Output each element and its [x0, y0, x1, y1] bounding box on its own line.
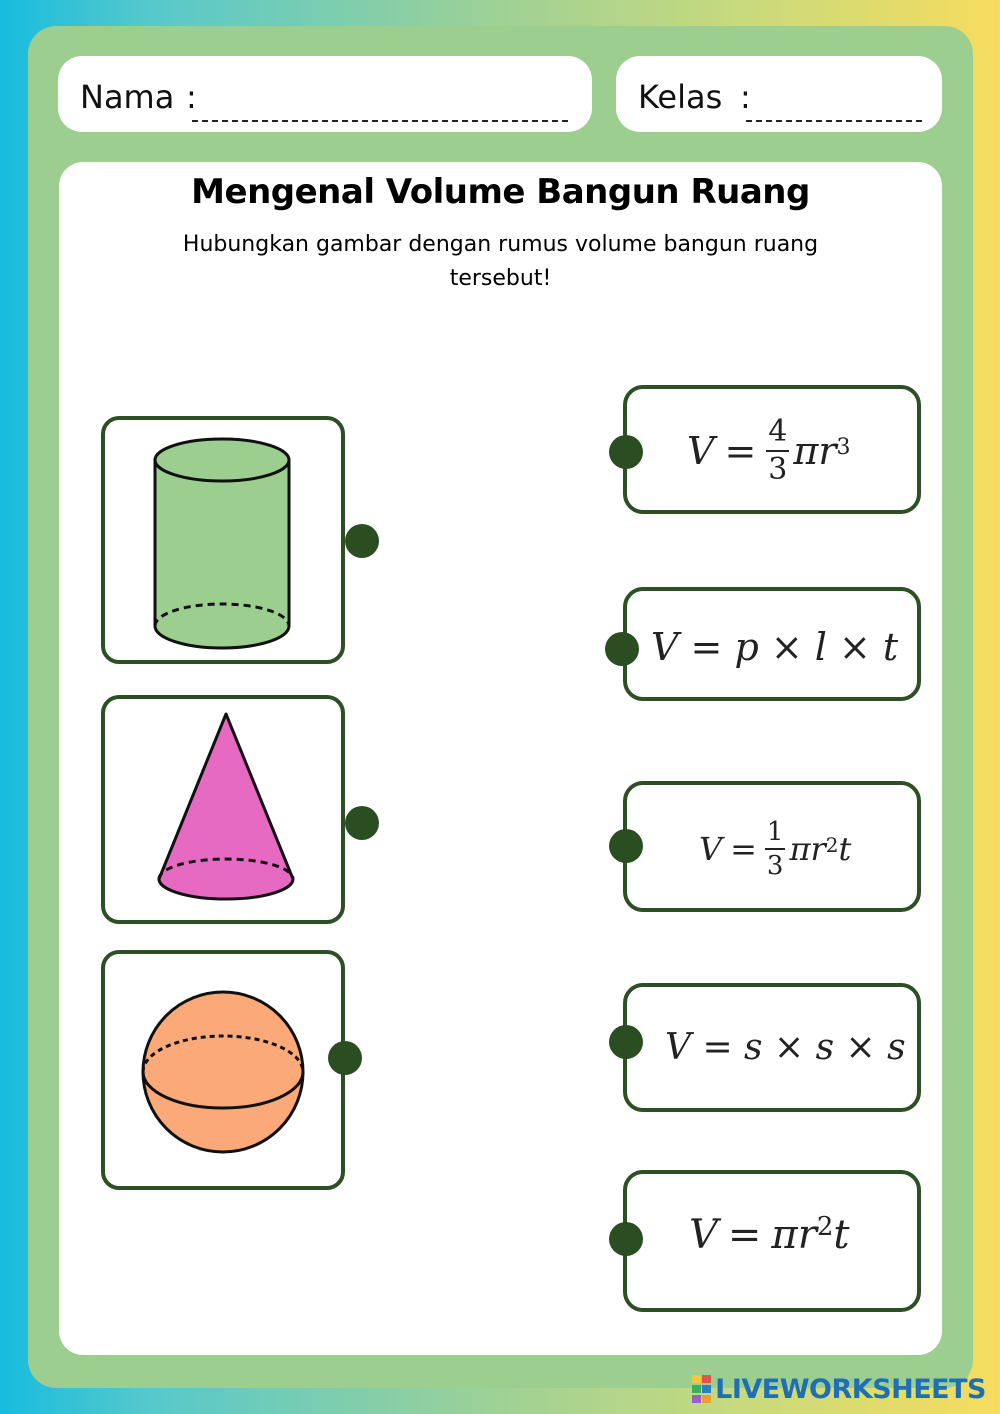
formula-card-cube-volume: [623, 983, 921, 1112]
fraction-numerator: 4: [766, 414, 789, 452]
formula-term: πr: [793, 429, 837, 473]
worksheet-instruction: Hubungkan gambar dengan rumus volume bangun ruang tersebut!: [182, 232, 819, 291]
formula-equals: =: [724, 429, 757, 473]
formula-card-cuboid-volume: [623, 587, 921, 701]
formula-card-cylinder-volume: [623, 1170, 921, 1312]
name-colon: :: [186, 78, 197, 116]
formula-term: πr: [771, 1212, 817, 1258]
formula-cone-volume: [699, 805, 851, 893]
formula-lhs: V: [699, 830, 723, 868]
formula-equals: =: [730, 830, 757, 868]
connector-dot-formula-5[interactable]: [609, 1222, 643, 1256]
formula-term: πr: [789, 830, 826, 868]
formula-lhs: V: [689, 1212, 718, 1258]
name-box: [58, 56, 592, 132]
fraction-denominator: 3: [768, 452, 788, 487]
formula-exponent: 2: [816, 1212, 834, 1242]
class-box: [616, 56, 942, 132]
logo-icon: [692, 1375, 712, 1403]
fraction: [765, 816, 786, 882]
connector-dot-formula-1[interactable]: [609, 435, 643, 469]
shape-card-sphere: [101, 950, 345, 1190]
formula-tail: t: [833, 1212, 850, 1258]
cone-image: [105, 699, 341, 920]
class-label: Kelas: [638, 78, 723, 116]
name-input-line[interactable]: [192, 120, 568, 122]
formula-cylinder-volume: [689, 1212, 849, 1258]
sphere-image: [105, 954, 341, 1186]
formula-tail: t: [838, 830, 852, 868]
formula-exponent: 2: [825, 833, 839, 857]
formula-cube-volume: V = s × s × s: [665, 1027, 906, 1068]
shape-card-cylinder: [101, 416, 345, 664]
name-label: Nama: [80, 78, 175, 116]
worksheet-title: Mengenal Volume Bangun Ruang: [191, 172, 810, 212]
liveworksheets-logo: [692, 1372, 986, 1406]
connector-dot-cone[interactable]: [345, 806, 379, 840]
brand-name: LIVEWORKSHEETS: [715, 1373, 986, 1405]
formula-card-cone-volume: [623, 781, 921, 912]
formula-card-sphere-volume: [623, 385, 921, 514]
connector-dot-sphere[interactable]: [328, 1041, 362, 1075]
connector-dot-formula-3[interactable]: [609, 829, 643, 863]
shape-card-cone: [101, 695, 345, 924]
cylinder-image: [105, 420, 341, 660]
class-input-line[interactable]: [746, 120, 922, 122]
formula-exponent: 3: [836, 434, 851, 460]
fraction-numerator: 1: [765, 816, 786, 850]
fraction: [766, 414, 789, 488]
connector-dot-formula-2[interactable]: [605, 632, 639, 666]
formula-lhs: V: [687, 429, 715, 473]
class-colon: :: [740, 78, 751, 116]
connector-dot-cylinder[interactable]: [345, 524, 379, 558]
formula-sphere-volume: [687, 407, 851, 495]
formula-cuboid-volume: V = p × l × t: [651, 625, 899, 669]
formula-equals: =: [727, 1212, 762, 1258]
fraction-denominator: 3: [766, 851, 784, 881]
connector-dot-formula-4[interactable]: [609, 1025, 643, 1059]
